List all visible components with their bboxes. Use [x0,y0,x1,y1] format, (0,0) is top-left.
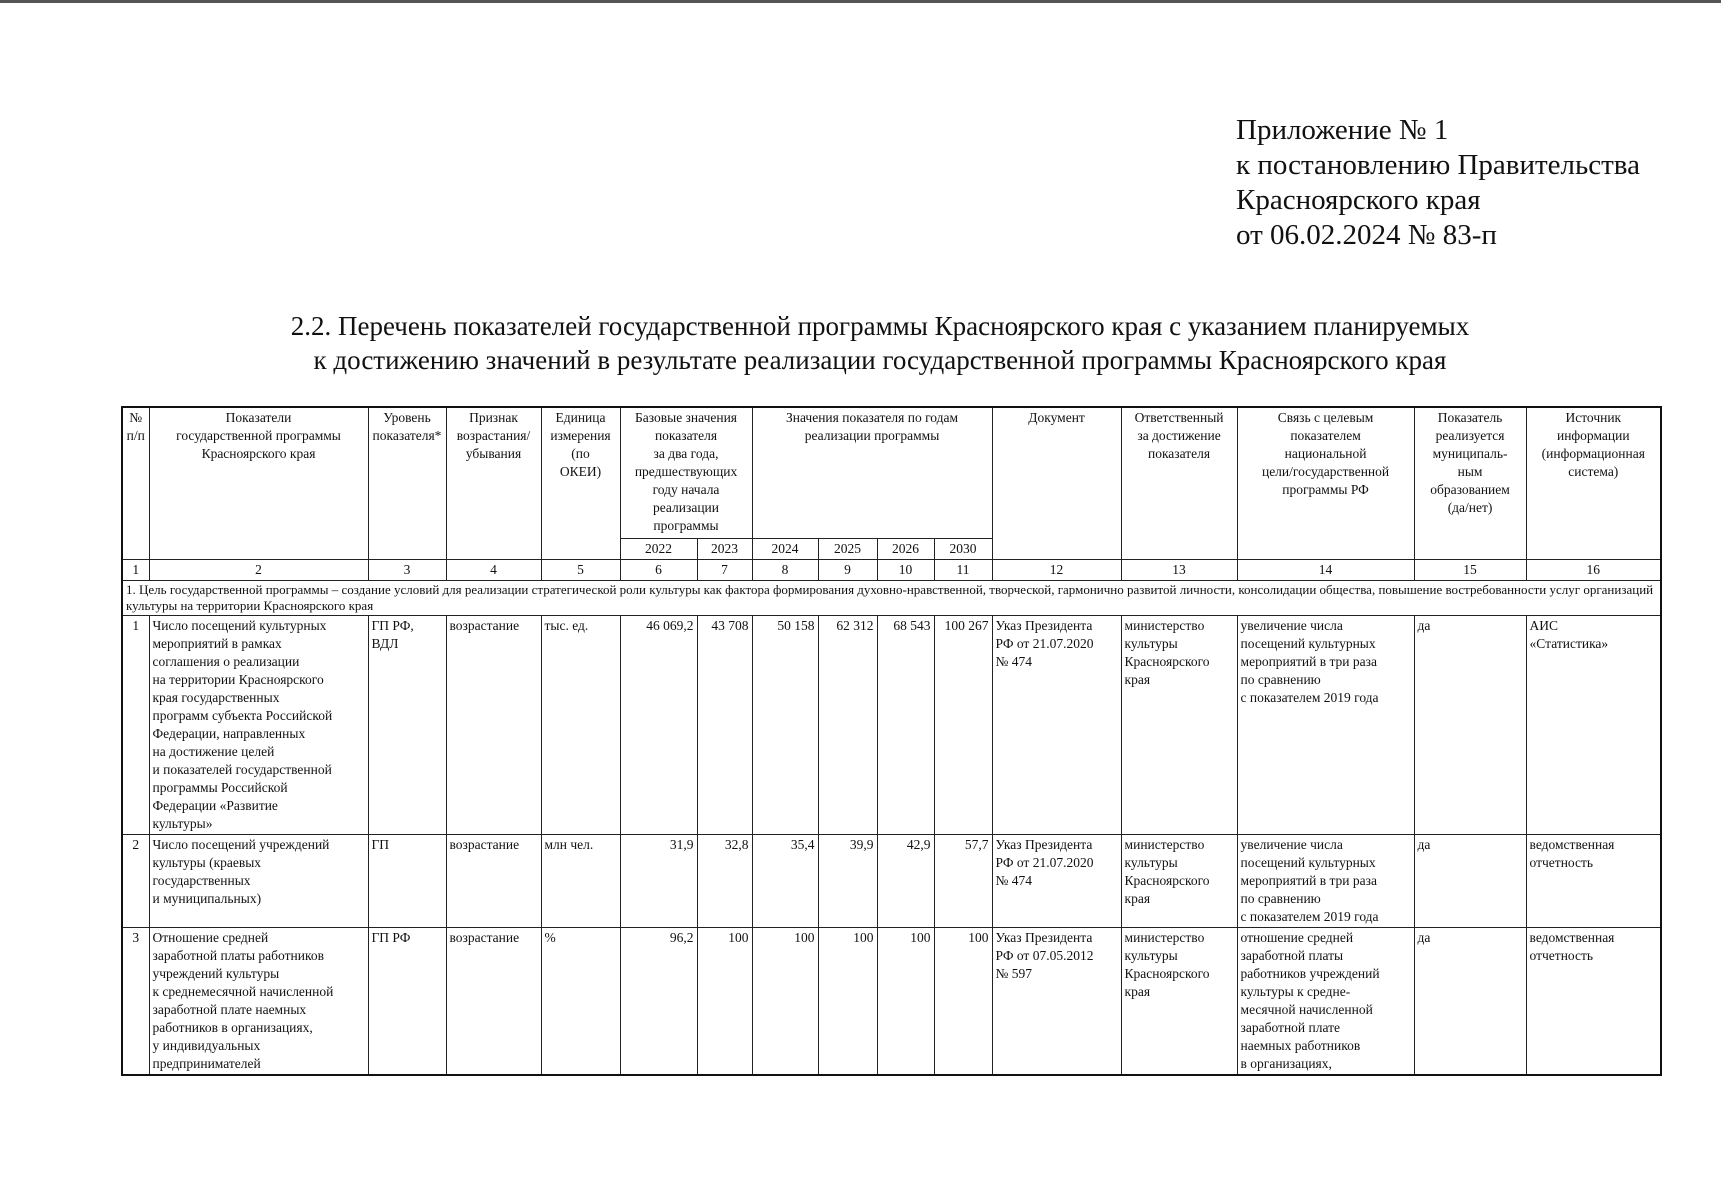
year-2030: 2030 [934,539,992,560]
indicator-municipal: да [1414,835,1526,928]
year-2023: 2023 [697,539,752,560]
table-row [122,616,1661,835]
column-number: 12 [992,560,1121,581]
indicator-level: ГП [368,835,446,928]
value-2026: 68 543 [877,616,934,835]
indicator-responsible: министерство культуры Красноярского края [1121,928,1237,1076]
value-2026: 42,9 [877,835,934,928]
header-info-source: Источник информации (информационная система) [1526,407,1661,560]
indicator-source: ведомственная отчетность [1526,835,1661,928]
column-number: 3 [368,560,446,581]
document-title-line-1: 2.2. Перечень показателей государственной программы Красноярского края с указанием планируемых [290,311,1470,341]
indicator-trend: возрастание [446,835,541,928]
indicator-document: Указ Президента РФ от 21.07.2020 № 474 [992,835,1121,928]
header-document: Документ [992,407,1121,560]
value-2023: 32,8 [697,835,752,928]
column-number: 1 [122,560,149,581]
indicator-document: Указ Президента РФ от 07.05.2012 № 597 [992,928,1121,1076]
value-2024: 35,4 [752,835,818,928]
indicator-municipal: да [1414,616,1526,835]
row-number: 1 [122,616,149,835]
value-2024: 50 158 [752,616,818,835]
year-2025: 2025 [818,539,877,560]
indicator-name: Число посещений учреждений культуры (краевых государственных и муниципальных) [149,835,368,928]
appendix-line-4: от 06.02.2024 № 83-п [1236,219,1497,251]
appendix-line-1: Приложение № 1 [1236,114,1449,146]
column-number: 14 [1237,560,1414,581]
value-2022: 46 069,2 [620,616,697,835]
header-year-values: Значения показателя по годам реализации программы [752,407,992,539]
document-title [180,309,1580,377]
table-row [122,835,1661,928]
appendix-line-3: Красноярского края [1236,184,1481,216]
value-2030: 100 [934,928,992,1076]
indicator-level: ГП РФ [368,928,446,1076]
header-base-values: Базовые значения показателя за два года, предшествующих году начала реализации программы [620,407,752,539]
indicator-name: Число посещений культурных мероприятий в рамках соглашения о реализации на территории Красноярского края государственных программ субъекта Российской Федерации, направленных на достижение целей и показателей государственной программы Российской Федерации «Развитие культуры» [149,616,368,835]
column-number: 5 [541,560,620,581]
page-top-edge [0,0,1721,3]
header-row [122,407,1661,539]
indicator-source: АИС «Статистика» [1526,616,1661,835]
column-number: 15 [1414,560,1526,581]
indicator-municipal: да [1414,928,1526,1076]
value-2025: 100 [818,928,877,1076]
indicators-table [121,406,1662,1076]
indicator-name: Отношение средней заработной платы работников учреждений культуры к среднемесячной начисленной заработной плате наемных работников в организациях, у индивидуальных предпринимателей [149,928,368,1076]
indicator-goal-link: отношение средней заработной платы работников учреждений культуры к средне- месячной начисленной заработной плате наемных работников в организациях, [1237,928,1414,1076]
header-trend: Признак возрастания/ убывания [446,407,541,560]
value-2024: 100 [752,928,818,1076]
value-2030: 57,7 [934,835,992,928]
indicator-goal-link: увеличение числа посещений культурных мероприятий в три раза по сравнению с показателем 2019 года [1237,616,1414,835]
row-number: 3 [122,928,149,1076]
column-number: 7 [697,560,752,581]
column-number: 16 [1526,560,1661,581]
header-unit: Единица измерения (по ОКЕИ) [541,407,620,560]
header-national-goal-link: Связь с целевым показателем национальной цели/государственной программы РФ [1237,407,1414,560]
year-2022: 2022 [620,539,697,560]
value-2023: 43 708 [697,616,752,835]
indicator-document: Указ Президента РФ от 21.07.2020 № 474 [992,616,1121,835]
indicator-trend: возрастание [446,616,541,835]
indicator-level: ГП РФ, ВДЛ [368,616,446,835]
indicator-responsible: министерство культуры Красноярского края [1121,835,1237,928]
document-title-line-2: к достижению значений в результате реализации государственной программы Красноярского края [313,345,1447,375]
value-2026: 100 [877,928,934,1076]
column-number: 6 [620,560,697,581]
column-number: 11 [934,560,992,581]
value-2022: 96,2 [620,928,697,1076]
indicator-goal-link: увеличение числа посещений культурных мероприятий в три раза по сравнению с показателем 2019 года [1237,835,1414,928]
column-number: 13 [1121,560,1237,581]
appendix-block [1236,113,1640,253]
value-2030: 100 267 [934,616,992,835]
goal-row [122,581,1661,616]
program-goal-text: 1. Цель государственной программы – создание условий для реализации стратегической роли культуры как фактора формирования духовно-нравственной, творческой, гармонично развитой личности, консолидации общества, повышение востребованности услуг организаций культуры на территории Красноярского края [122,581,1661,616]
header-responsible: Ответственный за достижение показателя [1121,407,1237,560]
year-2026: 2026 [877,539,934,560]
indicator-trend: возрастание [446,928,541,1076]
header-indicator: Показатели государственной программы Красноярского края [149,407,368,560]
header-number: № п/п [122,407,149,560]
indicator-unit: млн чел. [541,835,620,928]
indicator-responsible: министерство культуры Красноярского края [1121,616,1237,835]
indicator-source: ведомственная отчетность [1526,928,1661,1076]
header-level: Уровень показателя* [368,407,446,560]
appendix-line-2: к постановлению Правительства [1236,149,1640,181]
column-number: 2 [149,560,368,581]
column-number: 4 [446,560,541,581]
column-numbers-row [122,560,1661,581]
indicator-unit: % [541,928,620,1076]
value-2025: 39,9 [818,835,877,928]
column-number: 8 [752,560,818,581]
value-2023: 100 [697,928,752,1076]
year-2024: 2024 [752,539,818,560]
row-number: 2 [122,835,149,928]
indicator-unit: тыс. ед. [541,616,620,835]
column-number: 9 [818,560,877,581]
value-2022: 31,9 [620,835,697,928]
column-number: 10 [877,560,934,581]
header-municipal: Показатель реализуется муниципаль- ным образованием (да/нет) [1414,407,1526,560]
table-row [122,928,1661,1076]
value-2025: 62 312 [818,616,877,835]
